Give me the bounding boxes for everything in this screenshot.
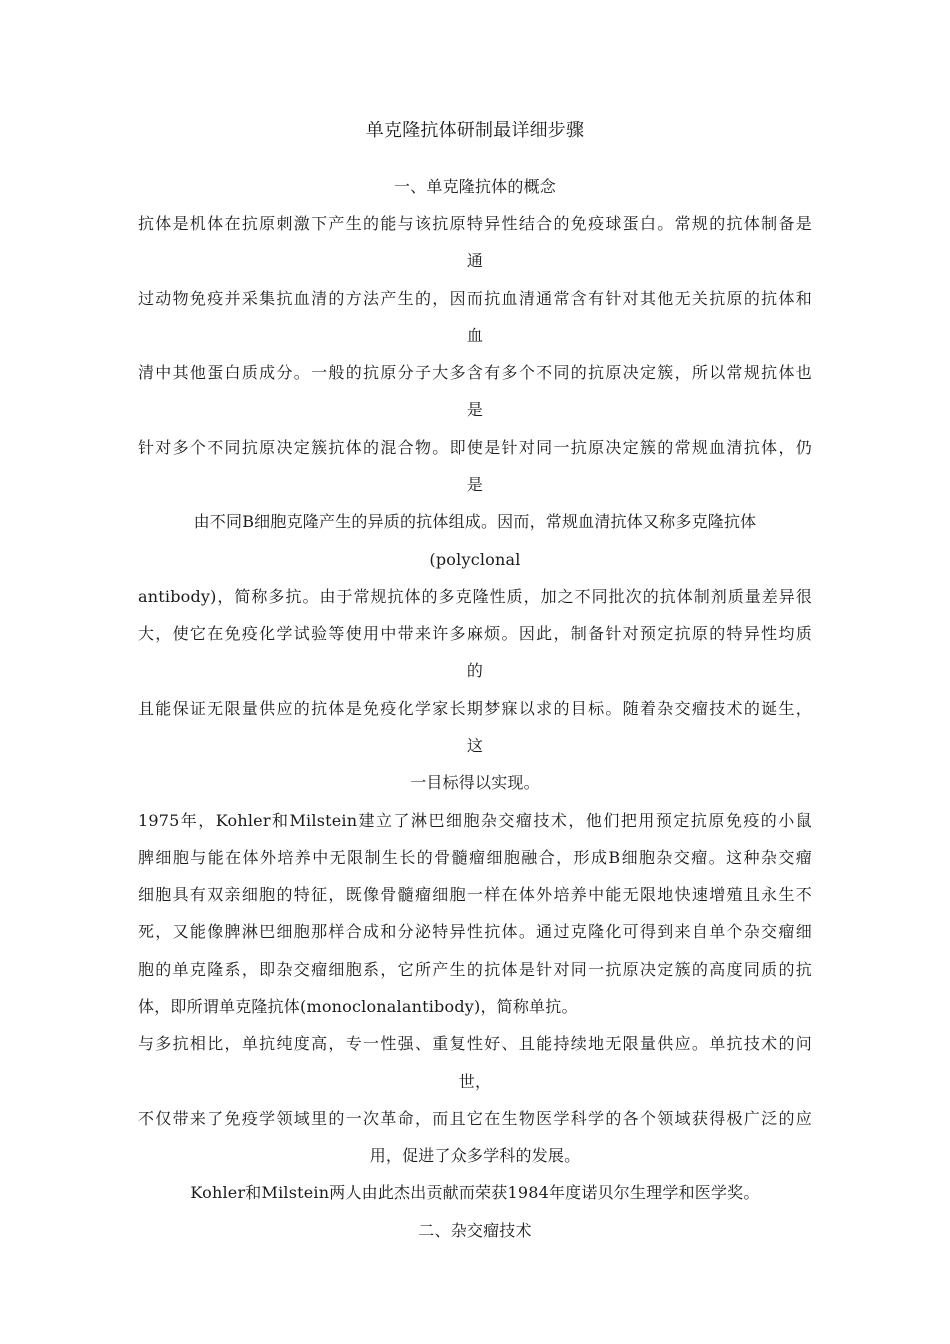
paragraph-line: 由不同B细胞克隆产生的异质的抗体组成。因而，常规血清抗体又称多克隆抗体 bbox=[193, 512, 757, 531]
paragraph-line: 世， bbox=[458, 1072, 492, 1091]
paragraph-line: 细胞具有双亲细胞的特征，既像骨髓瘤细胞一样在体外培养中能无限地快速增殖且永生不 bbox=[138, 885, 812, 904]
paragraph-line: 1975年，Kohler和Milstein建立了淋巴细胞杂交瘤技术，他们把用预定抗原免疫的小鼠 bbox=[138, 811, 812, 830]
paragraph-line: 不仅带来了免疫学领域里的一次革命，而且它在生物医学科学的各个领域获得极广泛的应 bbox=[138, 1109, 812, 1128]
paragraph-line: 血 bbox=[466, 326, 484, 345]
paragraph-line: 用，促进了众多学科的发展。 bbox=[369, 1146, 581, 1165]
paragraph-line: 的 bbox=[466, 661, 484, 680]
paragraph-line: 与多抗相比，单抗纯度高，专一性强、重复性好、且能持续地无限量供应。单抗技术的问 bbox=[138, 1034, 812, 1053]
paragraph-line: 这 bbox=[466, 736, 484, 755]
paragraph-line: 是 bbox=[466, 400, 484, 419]
paragraph-line: 死，又能像脾淋巴细胞那样合成和分泌特异性抗体。通过克隆化可得到来自单个杂交瘤细 bbox=[138, 922, 812, 941]
paragraph-line: 胞的单克隆系，即杂交瘤细胞系，它所产生的抗体是针对同一抗原决定簇的高度同质的抗 bbox=[138, 960, 812, 979]
paragraph-line: (polyclonal bbox=[429, 550, 521, 569]
paragraph-line: 体，即所谓单克隆抗体(monoclonalantibody)，简称单抗。 bbox=[138, 997, 578, 1016]
section-heading-concept: 一、单克隆抗体的概念 bbox=[393, 177, 556, 196]
paragraph-line: 脾细胞与能在体外培养中无限制生长的骨髓瘤细胞融合，形成B细胞杂交瘤。这种杂交瘤 bbox=[138, 848, 812, 867]
document-title: 单克隆抗体研制最详细步骤 bbox=[365, 121, 585, 141]
paragraph-line: 是 bbox=[466, 475, 484, 494]
paragraph-line: 且能保证无限量供应的抗体是免疫化学家长期梦寐以求的目标。随着杂交瘤技术的诞生， bbox=[138, 699, 812, 718]
paragraph-line: 抗体是机体在抗原刺激下产生的能与该抗原特异性结合的免疫球蛋白。常规的抗体制备是 bbox=[138, 214, 812, 233]
paragraph-line: 大，使它在免疫化学试验等使用中带来许多麻烦。因此，制备针对预定抗原的特异性均质 bbox=[138, 624, 812, 643]
paragraph-line: antibody)，简称多抗。由于常规抗体的多克隆性质，加之不同批次的抗体制剂质量差异很 bbox=[138, 587, 812, 606]
paragraph-line: 过动物免疫并采集抗血清的方法产生的，因而抗血清通常含有针对其他无关抗原的抗体和 bbox=[138, 289, 812, 308]
paragraph-line: Kohler和Milstein两人由此杰出贡献而荣获1984年度诺贝尔生理学和医学奖。 bbox=[190, 1183, 760, 1202]
paragraph-line: 清中其他蛋白质成分。一般的抗原分子大多含有多个不同的抗原决定簇，所以常规抗体也 bbox=[138, 363, 812, 382]
section-heading-hybridoma: 二、杂交瘤技术 bbox=[418, 1221, 532, 1240]
paragraph-line: 一目标得以实现。 bbox=[410, 773, 540, 792]
paragraph-line: 通 bbox=[466, 251, 484, 270]
paragraph-line: 针对多个不同抗原决定簇抗体的混合物。即使是针对同一抗原决定簇的常规血清抗体，仍 bbox=[138, 438, 812, 457]
